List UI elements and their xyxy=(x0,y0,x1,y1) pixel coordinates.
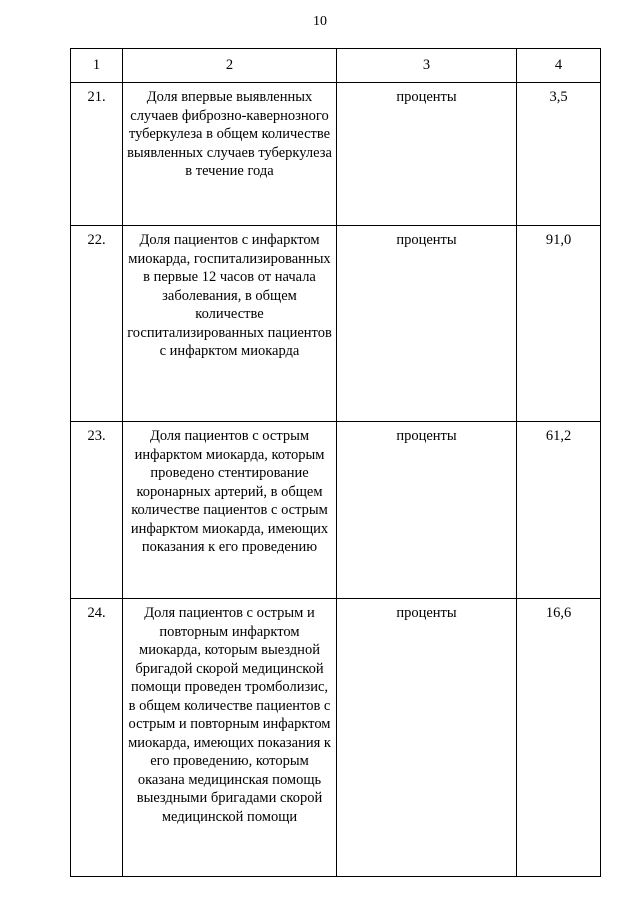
table-header-row xyxy=(71,49,601,83)
header-cell-4: 4 xyxy=(517,49,601,83)
unit: проценты xyxy=(337,83,517,226)
indicator-value: 3,5 xyxy=(517,83,601,226)
row-number: 22. xyxy=(71,226,123,422)
indicator-value: 61,2 xyxy=(517,422,601,599)
table-row xyxy=(71,226,601,422)
indicator-name: Доля пациентов с острым и повторным инфарктом миокарда, которым выездной бригадой скорой медицинской помощи проведен тромболизис, в общем количестве пациентов с острым и повторным инфарктом миокарда, имеющих показания к его проведению, которым оказана медицинская помощь выездными бригадами скорой медицинской помощи xyxy=(123,599,337,877)
unit: проценты xyxy=(337,599,517,877)
row-number: 23. xyxy=(71,422,123,599)
unit: проценты xyxy=(337,226,517,422)
indicators-table xyxy=(70,48,601,877)
row-number: 21. xyxy=(71,83,123,226)
header-cell-2: 2 xyxy=(123,49,337,83)
indicator-name: Доля пациентов с острым инфарктом миокарда, которым проведено стентирование коронарных артерий, в общем количестве пациентов с острым инфарктом миокарда, имеющих показания к его проведению xyxy=(123,422,337,599)
header-cell-1: 1 xyxy=(71,49,123,83)
table-row xyxy=(71,83,601,226)
indicator-value: 91,0 xyxy=(517,226,601,422)
table-row xyxy=(71,422,601,599)
unit: проценты xyxy=(337,422,517,599)
header-cell-3: 3 xyxy=(337,49,517,83)
indicator-value: 16,6 xyxy=(517,599,601,877)
indicator-name: Доля впервые выявленных случаев фиброзно-кавернозного туберкулеза в общем количестве выявленных случаев туберкулеза в течение года xyxy=(123,83,337,226)
row-number: 24. xyxy=(71,599,123,877)
indicator-name: Доля пациентов с инфарктом миокарда, госпитализированных в первые 12 часов от начала заболевания, в общем количестве госпитализированных пациентов с инфарктом миокарда xyxy=(123,226,337,422)
table-row xyxy=(71,599,601,877)
page-number: 10 xyxy=(313,14,327,29)
